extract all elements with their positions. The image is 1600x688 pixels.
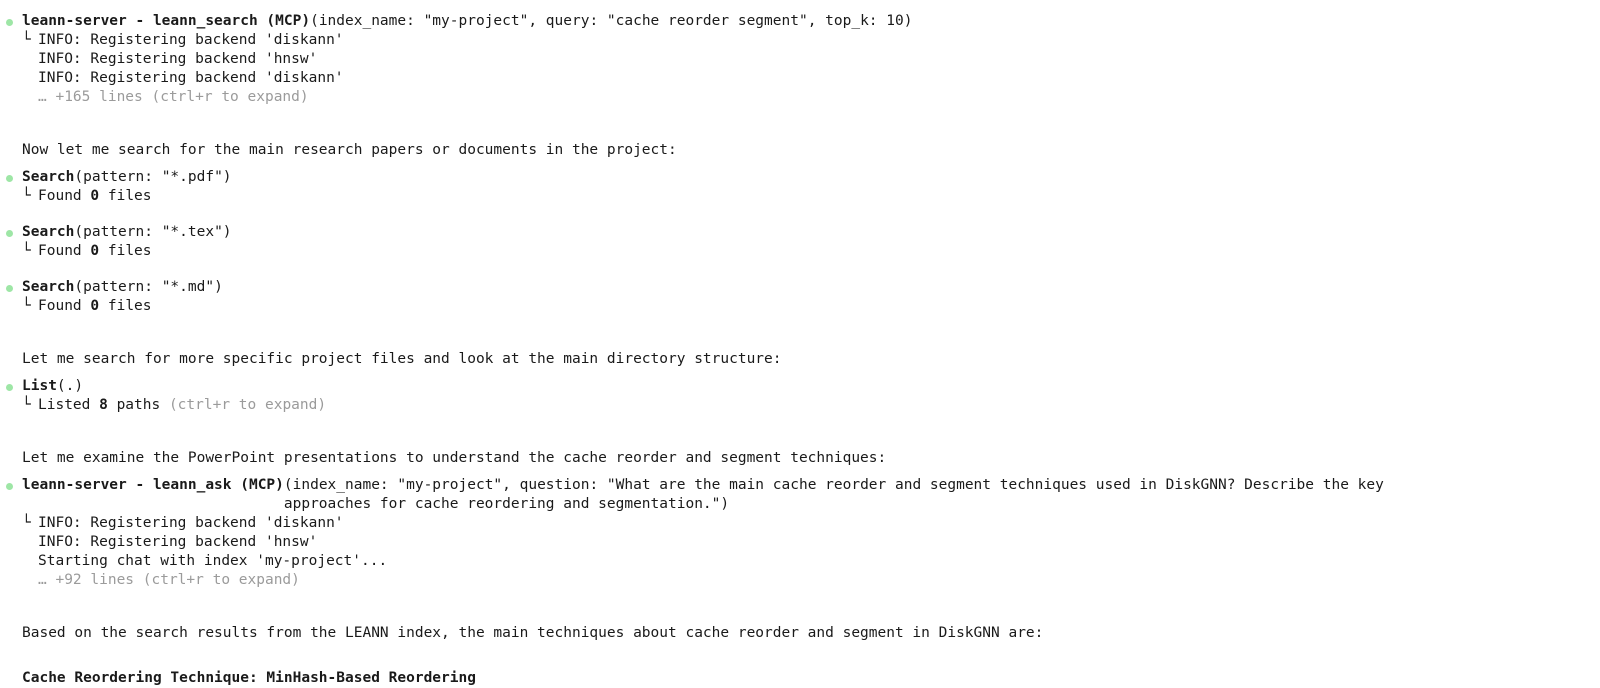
tool-name: List — [22, 378, 57, 394]
block-spacer — [0, 590, 1600, 607]
block-spacer — [0, 415, 1600, 432]
tool-call-block[interactable] — [0, 223, 1600, 261]
tool-result-line — [22, 533, 1600, 552]
result-text: Found 0 files — [38, 298, 152, 314]
result-text: INFO: Registering backend 'diskann' — [38, 32, 344, 48]
tool-name: Search — [22, 169, 75, 185]
result-text: Found 0 files — [38, 243, 152, 259]
tool-args: (pattern: "*.md") — [74, 279, 223, 295]
tool-args: (.) — [56, 378, 84, 394]
block-spacer — [0, 107, 1600, 124]
tool-call-block[interactable] — [0, 476, 1600, 590]
tool-result-line — [22, 242, 1600, 261]
result-text: Listed 8 paths (ctrl+r to expand) — [38, 397, 327, 413]
tool-result[interactable] — [22, 242, 1600, 261]
result-text: INFO: Registering backend 'hnsw' — [38, 534, 318, 550]
tool-result-line — [22, 187, 1600, 206]
block-spacer — [0, 316, 1600, 333]
tree-branch-icon: └ — [22, 188, 31, 204]
result-text: … +92 lines (ctrl+r to expand) — [38, 572, 300, 588]
tool-name: Search — [22, 279, 75, 295]
block-spacer — [0, 643, 1600, 651]
tool-call-block[interactable] — [0, 377, 1600, 415]
tree-branch-icon: └ — [22, 397, 31, 413]
assistant-message: Let me search for more specific project files and look at the main directory structure: — [22, 351, 782, 367]
tool-result-line — [22, 69, 1600, 88]
block-spacer — [0, 261, 1600, 278]
tool-call-block[interactable] — [0, 168, 1600, 206]
tree-branch-icon: └ — [22, 298, 31, 314]
tool-call-block[interactable] — [0, 278, 1600, 316]
tool-result-line — [22, 552, 1600, 571]
result-text: INFO: Registering backend 'hnsw' — [38, 51, 318, 67]
block-spacer — [0, 206, 1600, 223]
tool-result[interactable] — [22, 187, 1600, 206]
tool-result-line — [22, 50, 1600, 69]
tool-name: leann-server - leann_ask (MCP) — [22, 477, 284, 493]
block-spacer — [0, 468, 1600, 476]
tool-args: (index_name: "my-project", question: "What are the main cache reorder and segment techniques used in DiskGNN? Describe the key — [283, 477, 1384, 493]
result-text: Found 0 files — [38, 188, 152, 204]
tool-args: (index_name: "my-project", query: "cache reorder segment", top_k: 10) — [310, 13, 913, 29]
tool-result-line — [22, 297, 1600, 316]
tool-call-block[interactable] — [0, 12, 1600, 107]
assistant-message: Based on the search results from the LEANN index, the main techniques about cache reorder and segment in DiskGNN are: — [22, 625, 1044, 641]
tool-call-header[interactable] — [22, 168, 1600, 187]
result-text: … +165 lines (ctrl+r to expand) — [38, 89, 309, 105]
tree-branch-icon: └ — [22, 243, 31, 259]
tool-call-header[interactable] — [22, 223, 1600, 242]
tool-result-line — [22, 88, 1600, 107]
tool-result[interactable] — [22, 396, 1600, 415]
tree-branch-icon: └ — [22, 515, 31, 531]
tool-result[interactable] — [22, 31, 1600, 107]
assistant-message: Now let me search for the main research papers or documents in the project: — [22, 142, 677, 158]
tool-result-line — [22, 396, 1600, 415]
result-text: INFO: Registering backend 'diskann' — [38, 70, 344, 86]
result-text: Starting chat with index 'my-project'... — [38, 553, 388, 569]
tool-call-header[interactable] — [22, 12, 1600, 31]
tool-args: (pattern: "*.pdf") — [74, 169, 232, 185]
block-spacer — [0, 160, 1600, 168]
tool-result[interactable] — [22, 297, 1600, 316]
block-spacer — [0, 369, 1600, 377]
tool-result-line — [22, 514, 1600, 533]
assistant-heading: Cache Reordering Technique: MinHash-Based Reordering — [22, 670, 476, 686]
tool-call-header[interactable] — [22, 377, 1600, 396]
tool-args: (pattern: "*.tex") — [74, 224, 232, 240]
tool-args-continued: approaches for cache reordering and segmentation.") — [22, 496, 730, 512]
tool-result-line — [22, 31, 1600, 50]
tool-result-line — [22, 571, 1600, 590]
tool-result[interactable] — [22, 514, 1600, 590]
tool-call-header[interactable] — [22, 278, 1600, 297]
tool-call-header[interactable] — [22, 476, 1600, 514]
tool-name: leann-server - leann_search (MCP) — [22, 13, 311, 29]
tool-name: Search — [22, 224, 75, 240]
tree-branch-icon: └ — [22, 32, 31, 48]
assistant-message: Let me examine the PowerPoint presentations to understand the cache reorder and segment techniques: — [22, 450, 887, 466]
result-text: INFO: Registering backend 'diskann' — [38, 515, 344, 531]
